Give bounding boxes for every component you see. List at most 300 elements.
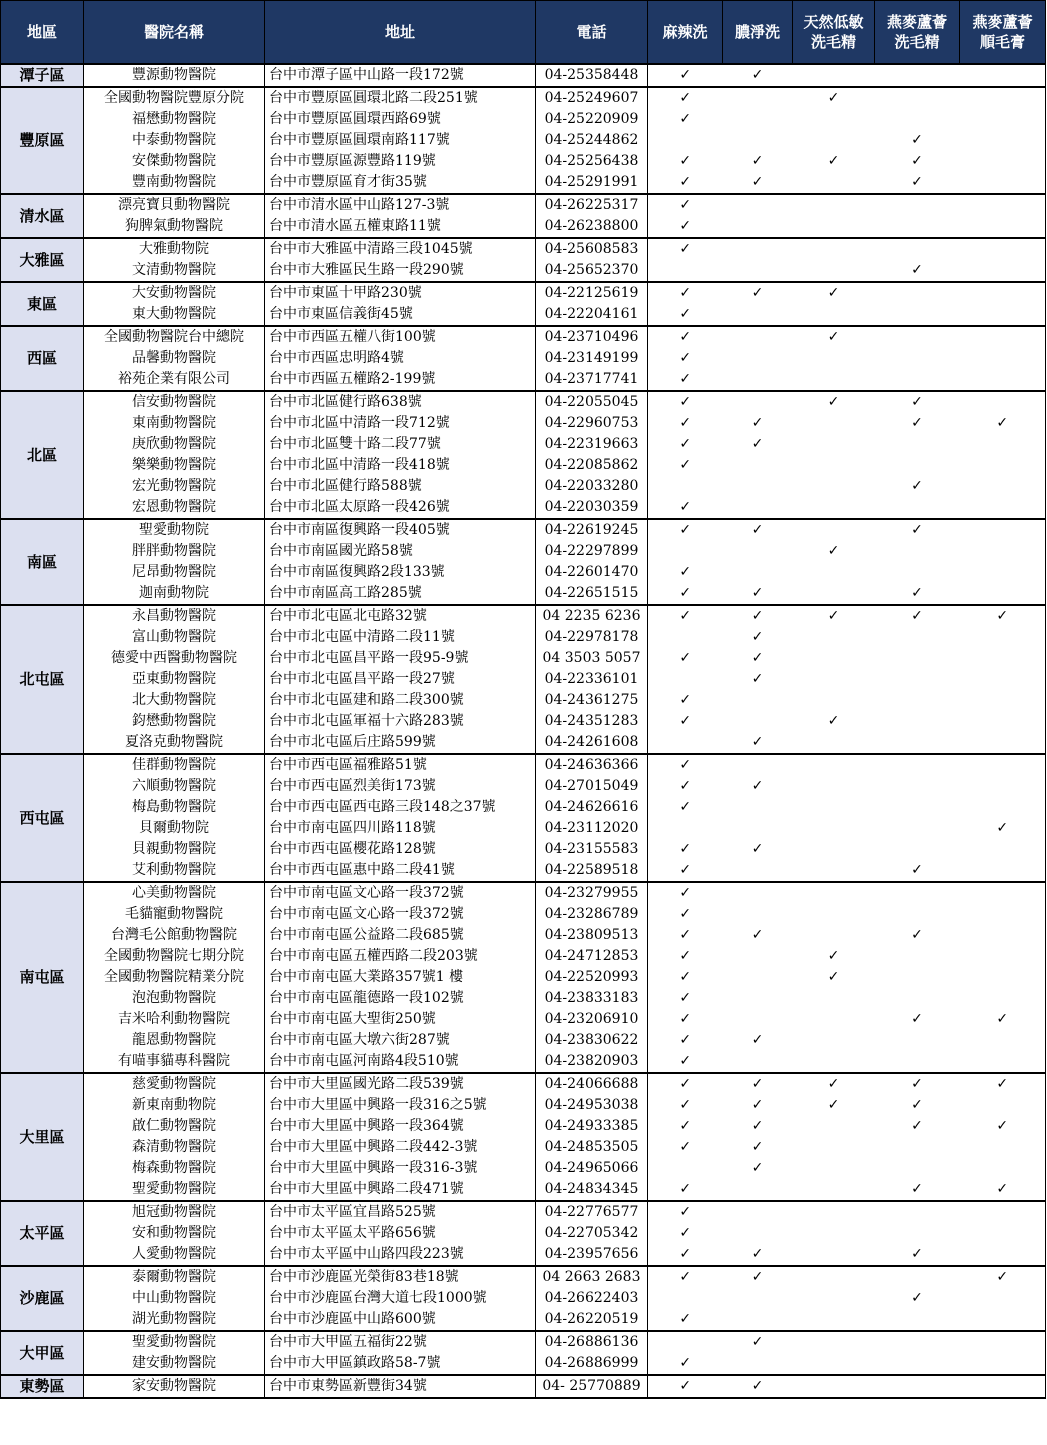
check-icon: ✓ xyxy=(751,522,764,538)
table-row xyxy=(1,304,1046,326)
product-2-cell xyxy=(723,172,793,194)
hospital-phone: 04-23149199 xyxy=(536,348,648,369)
product-2-cell xyxy=(723,1116,793,1137)
table-row xyxy=(1,172,1046,194)
hospital-address: 台中市北屯區軍福十六路283號 xyxy=(265,711,536,732)
product-4-cell xyxy=(875,109,960,130)
product-5-cell xyxy=(960,967,1046,988)
product-1-cell xyxy=(648,882,723,904)
product-5-cell xyxy=(960,776,1046,797)
product-5-cell xyxy=(960,627,1046,648)
check-icon: ✓ xyxy=(827,90,840,106)
product-5-cell xyxy=(960,882,1046,904)
check-icon: ✓ xyxy=(679,948,692,964)
hospital-name: 鈞懋動物醫院 xyxy=(84,711,265,732)
hospital-address: 台中市沙鹿區中山路600號 xyxy=(265,1309,536,1331)
check-icon: ✓ xyxy=(751,650,764,666)
hospital-name: 安傑動物醫院 xyxy=(84,151,265,172)
hospital-name: 庚欣動物醫院 xyxy=(84,434,265,455)
product-3-cell xyxy=(793,605,875,627)
product-4-cell xyxy=(875,1116,960,1137)
hospital-phone: 04-24361275 xyxy=(536,690,648,711)
product-4-cell xyxy=(875,1375,960,1398)
hospital-name: 心美動物醫院 xyxy=(84,882,265,904)
product-1-cell xyxy=(648,1375,723,1398)
product-2-cell xyxy=(723,413,793,434)
hospital-address: 台中市南區高工路285號 xyxy=(265,583,536,605)
product-4-cell xyxy=(875,413,960,434)
product-3-cell xyxy=(793,669,875,690)
product-4-cell xyxy=(875,797,960,818)
hospital-address: 台中市大里區中興路一段316之5號 xyxy=(265,1095,536,1116)
hospital-name: 信安動物醫院 xyxy=(84,391,265,413)
table-row xyxy=(1,541,1046,562)
check-icon: ✓ xyxy=(679,1311,692,1327)
hospital-phone: 04-23286789 xyxy=(536,904,648,925)
table-row xyxy=(1,1331,1046,1353)
hospital-name: 啟仁動物醫院 xyxy=(84,1116,265,1137)
hospital-name: 富山動物醫院 xyxy=(84,627,265,648)
product-5-cell xyxy=(960,87,1046,109)
table-row xyxy=(1,1137,1046,1158)
check-icon: ✓ xyxy=(751,1378,764,1394)
hospital-name: 迦南動物院 xyxy=(84,583,265,605)
product-2-cell xyxy=(723,1331,793,1353)
table-row xyxy=(1,348,1046,369)
product-2-cell xyxy=(723,130,793,151)
hospital-address: 台中市潭子區中山路一段172號 xyxy=(265,64,536,87)
hospital-name: 湖光動物醫院 xyxy=(84,1309,265,1331)
check-icon: ✓ xyxy=(679,1204,692,1220)
product-2-cell xyxy=(723,1244,793,1266)
product-3-cell xyxy=(793,754,875,776)
check-icon: ✓ xyxy=(679,371,692,387)
product-4-cell xyxy=(875,282,960,304)
check-icon: ✓ xyxy=(911,153,923,169)
product-2-cell xyxy=(723,194,793,216)
hospital-address: 台中市北屯區后庄路599號 xyxy=(265,732,536,754)
hospital-address: 台中市西屯區惠中路二段41號 xyxy=(265,860,536,882)
product-3-cell xyxy=(793,1266,875,1288)
table-row xyxy=(1,732,1046,754)
hospital-address: 台中市沙鹿區光榮街83巷18號 xyxy=(265,1266,536,1288)
header-hospital: 醫院名稱 xyxy=(84,1,265,65)
product-4-cell xyxy=(875,648,960,669)
hospital-name: 慈愛動物醫院 xyxy=(84,1073,265,1095)
product-4-cell xyxy=(875,476,960,497)
product-1-cell xyxy=(648,776,723,797)
table-row xyxy=(1,497,1046,519)
table-row xyxy=(1,1266,1046,1288)
product-1-cell xyxy=(648,1116,723,1137)
product-3-cell xyxy=(793,776,875,797)
check-icon: ✓ xyxy=(996,608,1009,624)
product-5-cell xyxy=(960,413,1046,434)
check-icon: ✓ xyxy=(911,862,923,878)
product-4-cell xyxy=(875,497,960,519)
hospital-address: 台中市北區健行路588號 xyxy=(265,476,536,497)
hospital-address: 台中市豐原區圓環北路二段251號 xyxy=(265,87,536,109)
check-icon: ✓ xyxy=(827,969,840,985)
product-3-cell xyxy=(793,1331,875,1353)
hospital-phone: 04-26622403 xyxy=(536,1288,648,1309)
hospital-address: 台中市北區健行路638號 xyxy=(265,391,536,413)
header-product-5: 燕麥蘆薈 順毛膏 xyxy=(960,1,1046,65)
product-5-cell xyxy=(960,1201,1046,1223)
product-2-cell xyxy=(723,497,793,519)
product-3-cell xyxy=(793,1309,875,1331)
table-row xyxy=(1,130,1046,151)
product-1-cell xyxy=(648,172,723,194)
hospital-name: 漂亮寶貝動物醫院 xyxy=(84,194,265,216)
check-icon: ✓ xyxy=(911,1011,923,1027)
product-1-cell xyxy=(648,1201,723,1223)
product-2-cell xyxy=(723,326,793,348)
hospital-phone: 04-22204161 xyxy=(536,304,648,326)
product-3-cell xyxy=(793,282,875,304)
hospital-address: 台中市南屯區龍德路一段102號 xyxy=(265,988,536,1009)
hospital-address: 台中市東區十甲路230號 xyxy=(265,282,536,304)
product-5-cell xyxy=(960,282,1046,304)
product-5-cell xyxy=(960,1116,1046,1137)
product-3-cell xyxy=(793,732,875,754)
product-4-cell xyxy=(875,1030,960,1051)
hospital-phone: 04-22619245 xyxy=(536,519,648,541)
hospital-address: 台中市北區太原路一段426號 xyxy=(265,497,536,519)
product-2-cell xyxy=(723,1009,793,1030)
product-2-cell xyxy=(723,541,793,562)
table-row xyxy=(1,754,1046,776)
hospital-name: 家安動物醫院 xyxy=(84,1375,265,1398)
product-1-cell xyxy=(648,627,723,648)
product-4-cell xyxy=(875,455,960,476)
hospital-name: 永昌動物醫院 xyxy=(84,605,265,627)
check-icon: ✓ xyxy=(996,1269,1009,1285)
product-4-cell xyxy=(875,348,960,369)
product-1-cell xyxy=(648,282,723,304)
hospital-name: 豐南動物醫院 xyxy=(84,172,265,194)
check-icon: ✓ xyxy=(679,1076,692,1092)
hospital-address: 台中市南區國光路58號 xyxy=(265,541,536,562)
product-5-cell xyxy=(960,216,1046,238)
hospital-phone: 04-26220519 xyxy=(536,1309,648,1331)
table-row xyxy=(1,904,1046,925)
product-4-cell xyxy=(875,1288,960,1309)
table-row xyxy=(1,797,1046,818)
product-5-cell xyxy=(960,260,1046,282)
table-row xyxy=(1,882,1046,904)
check-icon: ✓ xyxy=(911,394,923,410)
product-2-cell xyxy=(723,216,793,238)
product-5-cell xyxy=(960,797,1046,818)
hospital-phone: 04-24933385 xyxy=(536,1116,648,1137)
hospital-phone: 04-22297899 xyxy=(536,541,648,562)
check-icon: ✓ xyxy=(827,608,840,624)
product-4-cell xyxy=(875,1051,960,1073)
check-icon: ✓ xyxy=(751,778,764,794)
check-icon: ✓ xyxy=(679,1097,692,1113)
product-4-cell xyxy=(875,541,960,562)
product-5-cell xyxy=(960,754,1046,776)
hospital-phone: 04-24626616 xyxy=(536,797,648,818)
check-icon: ✓ xyxy=(679,799,692,815)
product-3-cell xyxy=(793,87,875,109)
product-2-cell xyxy=(723,605,793,627)
product-1-cell xyxy=(648,648,723,669)
product-4-cell xyxy=(875,1095,960,1116)
product-3-cell xyxy=(793,1030,875,1051)
product-3-cell xyxy=(793,413,875,434)
hospital-name: 安和動物醫院 xyxy=(84,1223,265,1244)
product-3-cell xyxy=(793,690,875,711)
product-5-cell xyxy=(960,172,1046,194)
check-icon: ✓ xyxy=(911,415,923,431)
product-1-cell xyxy=(648,497,723,519)
hospital-name: 森清動物醫院 xyxy=(84,1137,265,1158)
check-icon: ✓ xyxy=(679,862,692,878)
check-icon: ✓ xyxy=(996,415,1009,431)
check-icon: ✓ xyxy=(827,543,840,559)
product-3-cell xyxy=(793,172,875,194)
product-2-cell xyxy=(723,238,793,260)
table-row xyxy=(1,455,1046,476)
product-1-cell xyxy=(648,87,723,109)
check-icon: ✓ xyxy=(827,713,840,729)
product-3-cell xyxy=(793,1353,875,1375)
hospital-phone: 04-22705342 xyxy=(536,1223,648,1244)
product-5-cell xyxy=(960,732,1046,754)
check-icon: ✓ xyxy=(679,218,692,234)
product-1-cell xyxy=(648,109,723,130)
product-5-cell xyxy=(960,605,1046,627)
product-3-cell xyxy=(793,627,875,648)
hospital-name: 有喵事貓專科醫院 xyxy=(84,1051,265,1073)
product-5-cell xyxy=(960,860,1046,882)
table-row xyxy=(1,391,1046,413)
hospital-phone: 04-26238800 xyxy=(536,216,648,238)
product-3-cell xyxy=(793,648,875,669)
hospital-name: 福懋動物醫院 xyxy=(84,109,265,130)
hospital-phone: 04-22978178 xyxy=(536,627,648,648)
hospital-phone: 04-22033280 xyxy=(536,476,648,497)
product-2-cell xyxy=(723,519,793,541)
check-icon: ✓ xyxy=(751,1269,764,1285)
hospital-phone: 04-23155583 xyxy=(536,839,648,860)
hospital-phone: 04-26886136 xyxy=(536,1331,648,1353)
check-icon: ✓ xyxy=(679,1378,692,1394)
table-row xyxy=(1,87,1046,109)
hospital-address: 台中市大里區國光路二段539號 xyxy=(265,1073,536,1095)
product-5-cell xyxy=(960,690,1046,711)
product-4-cell xyxy=(875,326,960,348)
product-2-cell xyxy=(723,1073,793,1095)
hospital-name: 聖愛動物醫院 xyxy=(84,1331,265,1353)
product-5-cell xyxy=(960,194,1046,216)
check-icon: ✓ xyxy=(751,285,764,301)
hospital-phone: 04-24712853 xyxy=(536,946,648,967)
hospital-address: 台中市北屯區昌平路一段95-9號 xyxy=(265,648,536,669)
product-1-cell xyxy=(648,562,723,583)
hospital-phone: 04-26225317 xyxy=(536,194,648,216)
table-row xyxy=(1,583,1046,605)
check-icon: ✓ xyxy=(911,1181,923,1197)
check-icon: ✓ xyxy=(679,1269,692,1285)
district-cell: 太平區 xyxy=(1,1201,84,1266)
hospital-address: 台中市太平區中山路四段223號 xyxy=(265,1244,536,1266)
product-3-cell xyxy=(793,348,875,369)
check-icon: ✓ xyxy=(679,415,692,431)
check-icon: ✓ xyxy=(751,927,764,943)
table-row xyxy=(1,1051,1046,1073)
product-4-cell xyxy=(875,583,960,605)
product-1-cell xyxy=(648,669,723,690)
hospital-name: 龍恩動物醫院 xyxy=(84,1030,265,1051)
product-4-cell xyxy=(875,1266,960,1288)
district-cell: 清水區 xyxy=(1,194,84,238)
check-icon: ✓ xyxy=(827,1097,840,1113)
check-icon: ✓ xyxy=(679,692,692,708)
product-5-cell xyxy=(960,64,1046,87)
hospital-address: 台中市大里區中興路二段442-3號 xyxy=(265,1137,536,1158)
hospital-phone: 04-22085862 xyxy=(536,455,648,476)
table-row xyxy=(1,238,1046,260)
hospital-phone: 04-24834345 xyxy=(536,1179,648,1201)
hospital-phone: 04-24853505 xyxy=(536,1137,648,1158)
check-icon: ✓ xyxy=(679,394,692,410)
hospital-name: 建安動物醫院 xyxy=(84,1353,265,1375)
hospital-address: 台中市北區中清路一段712號 xyxy=(265,413,536,434)
hospital-phone: 04-23833183 xyxy=(536,988,648,1009)
product-5-cell xyxy=(960,1030,1046,1051)
hospital-name: 全國動物醫院七期分院 xyxy=(84,946,265,967)
product-3-cell xyxy=(793,1116,875,1137)
check-icon: ✓ xyxy=(679,241,692,257)
product-3-cell xyxy=(793,946,875,967)
product-1-cell xyxy=(648,690,723,711)
table-row xyxy=(1,369,1046,391)
product-2-cell xyxy=(723,860,793,882)
hospital-phone: 04 2235 6236 xyxy=(536,605,648,627)
check-icon: ✓ xyxy=(751,1097,764,1113)
hospital-phone: 04-25220909 xyxy=(536,109,648,130)
product-2-cell xyxy=(723,562,793,583)
table-row xyxy=(1,434,1046,455)
product-4-cell xyxy=(875,1353,960,1375)
product-3-cell xyxy=(793,519,875,541)
product-2-cell xyxy=(723,109,793,130)
product-3-cell xyxy=(793,497,875,519)
table-row xyxy=(1,669,1046,690)
product-4-cell xyxy=(875,238,960,260)
product-1-cell xyxy=(648,194,723,216)
product-1-cell xyxy=(648,130,723,151)
check-icon: ✓ xyxy=(679,650,692,666)
hospital-phone: 04-23710496 xyxy=(536,326,648,348)
product-4-cell xyxy=(875,130,960,151)
product-5-cell xyxy=(960,151,1046,172)
table-row xyxy=(1,627,1046,648)
check-icon: ✓ xyxy=(679,564,692,580)
check-icon: ✓ xyxy=(679,457,692,473)
table-row xyxy=(1,1244,1046,1266)
product-5-cell xyxy=(960,109,1046,130)
check-icon: ✓ xyxy=(911,927,923,943)
table-body xyxy=(1,64,1046,1398)
product-2-cell xyxy=(723,648,793,669)
hospital-address: 台中市南屯區文心路一段372號 xyxy=(265,904,536,925)
product-1-cell xyxy=(648,434,723,455)
product-5-cell xyxy=(960,519,1046,541)
product-1-cell xyxy=(648,151,723,172)
check-icon: ✓ xyxy=(679,927,692,943)
hospital-address: 台中市大甲區鎮政路58-7號 xyxy=(265,1353,536,1375)
product-4-cell xyxy=(875,711,960,732)
hospital-name: 吉米哈利動物醫院 xyxy=(84,1009,265,1030)
product-2-cell xyxy=(723,391,793,413)
product-2-cell xyxy=(723,904,793,925)
product-4-cell xyxy=(875,925,960,946)
table-row xyxy=(1,1095,1046,1116)
product-5-cell xyxy=(960,391,1046,413)
hospital-phone: 04-25291991 xyxy=(536,172,648,194)
hospital-phone: 04-22125619 xyxy=(536,282,648,304)
hospital-phone: 04-24351283 xyxy=(536,711,648,732)
hospital-address: 台中市大甲區五福街22號 xyxy=(265,1331,536,1353)
product-5-cell xyxy=(960,904,1046,925)
hospital-phone: 04-23279955 xyxy=(536,882,648,904)
check-icon: ✓ xyxy=(911,1118,923,1134)
product-1-cell xyxy=(648,1288,723,1309)
product-4-cell xyxy=(875,87,960,109)
table-row xyxy=(1,1223,1046,1244)
product-1-cell xyxy=(648,1030,723,1051)
product-3-cell xyxy=(793,434,875,455)
product-1-cell xyxy=(648,326,723,348)
product-1-cell xyxy=(648,860,723,882)
product-1-cell xyxy=(648,797,723,818)
hospital-name: 全國動物醫院精業分院 xyxy=(84,967,265,988)
hospital-phone: 04-23830622 xyxy=(536,1030,648,1051)
district-cell: 北屯區 xyxy=(1,605,84,754)
hospital-address: 台中市西屯區烈美街173號 xyxy=(265,776,536,797)
product-4-cell xyxy=(875,260,960,282)
check-icon: ✓ xyxy=(911,1246,923,1262)
product-1-cell xyxy=(648,946,723,967)
hospital-address: 台中市沙鹿區台灣大道七段1000號 xyxy=(265,1288,536,1309)
table-row xyxy=(1,326,1046,348)
product-2-cell xyxy=(723,369,793,391)
product-2-cell xyxy=(723,1223,793,1244)
check-icon: ✓ xyxy=(751,585,764,601)
product-4-cell xyxy=(875,627,960,648)
hospital-phone: 04-24261608 xyxy=(536,732,648,754)
check-icon: ✓ xyxy=(679,1011,692,1027)
check-icon: ✓ xyxy=(827,329,840,345)
product-4-cell xyxy=(875,1137,960,1158)
product-2-cell xyxy=(723,818,793,839)
check-icon: ✓ xyxy=(751,1032,764,1048)
hospital-name: 宏恩動物醫院 xyxy=(84,497,265,519)
check-icon: ✓ xyxy=(679,969,692,985)
product-4-cell xyxy=(875,1244,960,1266)
hospital-address: 台中市豐原區圓環南路117號 xyxy=(265,130,536,151)
product-1-cell xyxy=(648,1309,723,1331)
product-4-cell xyxy=(875,151,960,172)
hospital-name: 豐源動物醫院 xyxy=(84,64,265,87)
product-2-cell xyxy=(723,967,793,988)
hospital-address: 台中市大里區中興路一段364號 xyxy=(265,1116,536,1137)
hospital-address: 台中市東勢區新豐街34號 xyxy=(265,1375,536,1398)
